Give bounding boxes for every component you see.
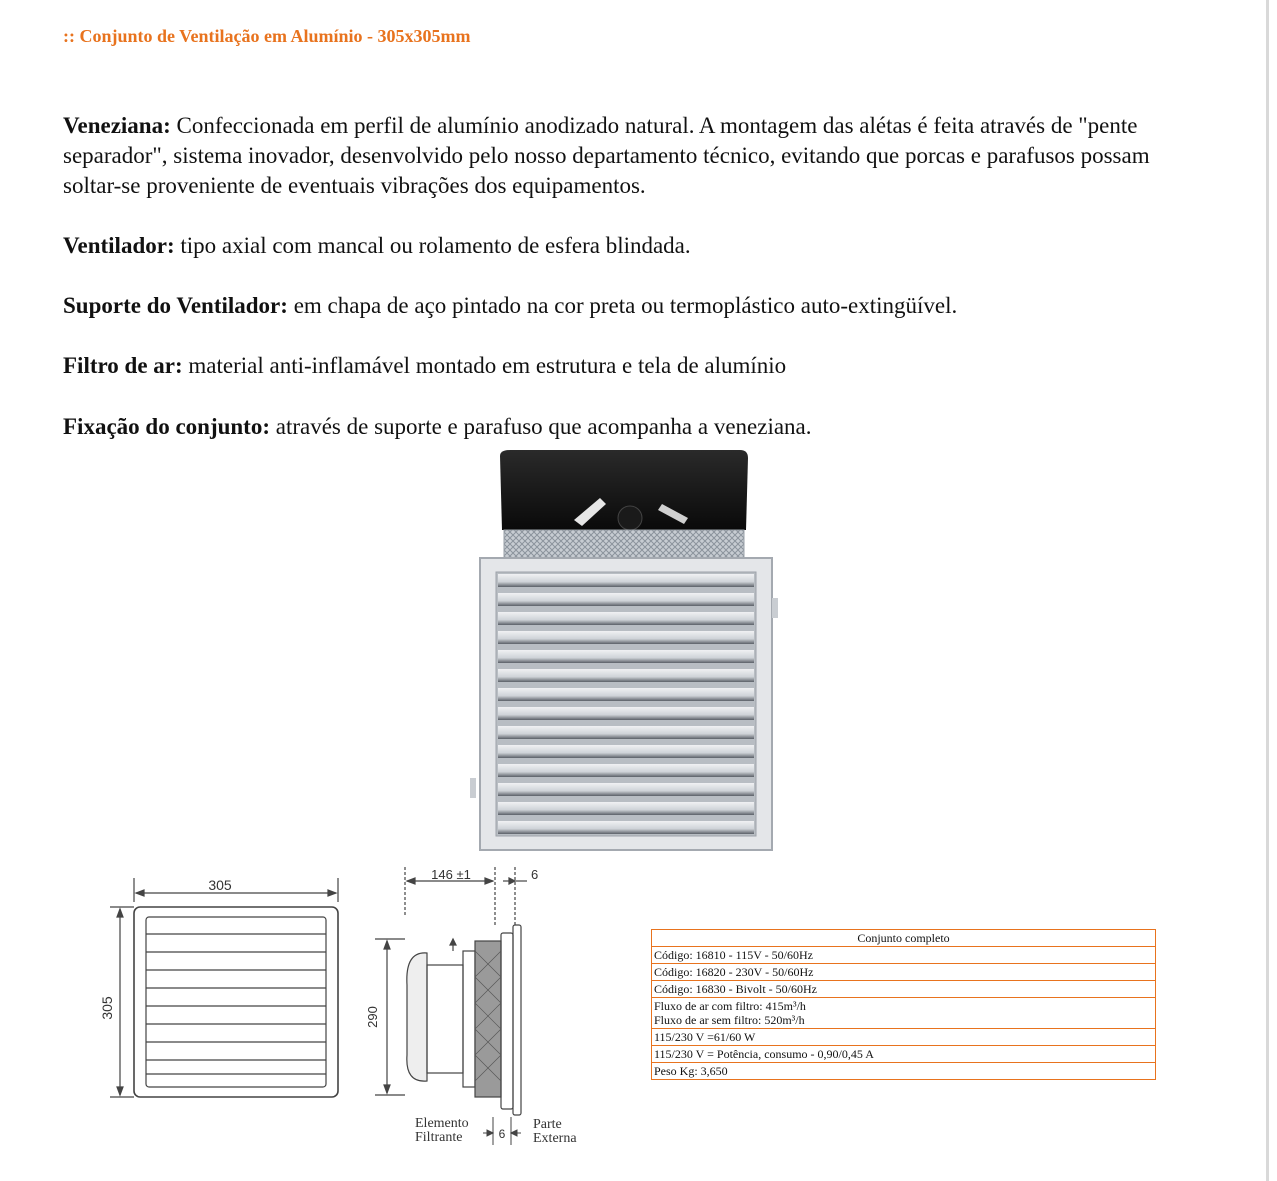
dimension-flange-label: 6: [531, 867, 539, 882]
table-row: [652, 947, 1156, 964]
table-row: [652, 1063, 1156, 1080]
table-row: [652, 981, 1156, 998]
dimension-height-label: 305: [99, 996, 115, 1020]
table-row: [652, 964, 1156, 981]
paragraph-label: Fixação do conjunto:: [63, 414, 270, 439]
table-header-row: [652, 930, 1156, 947]
table-cell: Código: 16820 - 230V - 50/60Hz: [652, 964, 1156, 981]
label-outside-line2: Externa: [533, 1131, 577, 1146]
paragraph-label: Filtro de ar:: [63, 353, 183, 378]
paragraph-text: Confeccionada em perfil de alumínio anodizado natural. A montagem das alétas é feita através de "pente separador", sistema inovador, desenvolvido pelo nosso departamento técnico, evitando que porcas e parafusos possam soltar-se proveniente de eventuais vibrações dos equipamentos.: [63, 113, 1150, 198]
table-cell: Código: 16810 - 115V - 50/60Hz: [652, 947, 1156, 964]
dimension-side-height-label: 290: [365, 1006, 380, 1028]
dimension-depth-label: 146 ±1: [431, 867, 471, 882]
table-cell: [652, 998, 1156, 1029]
table-row: [652, 998, 1156, 1029]
label-outside-line1: Parte: [533, 1117, 562, 1132]
paragraph-label: Ventilador:: [63, 233, 175, 258]
table-cell-line: Fluxo de ar com filtro: 415m³/h: [654, 999, 806, 1013]
paragraph-suporte: [63, 291, 1183, 321]
table-cell-line: Fluxo de ar sem filtro: 520m³/h: [654, 1013, 805, 1027]
page-edge-rule: [1266, 0, 1269, 1181]
paragraph-text: através de suporte e parafuso que acompanha a veneziana.: [270, 414, 812, 439]
table-cell: 115/230 V =61/60 W: [652, 1029, 1156, 1046]
front-dimension-drawing: [96, 860, 346, 1110]
dimension-bottom-gap-label: 6: [498, 1127, 506, 1141]
paragraph-text: tipo axial com mancal ou rolamento de esfera blindada.: [174, 233, 691, 258]
product-photo: [462, 448, 792, 856]
table-cell: 115/230 V = Potência, consumo - 0,90/0,45 A: [652, 1046, 1156, 1063]
side-dimension-drawing: [365, 855, 605, 1155]
paragraph-label: Suporte do Ventilador:: [63, 293, 288, 318]
label-filter-line1: Elemento: [415, 1116, 469, 1131]
paragraph-text: material anti-inflamável montado em estrutura e tela de alumínio: [182, 353, 787, 378]
dimension-width-label: 305: [208, 877, 232, 893]
paragraph-fixacao: [63, 412, 1183, 442]
table-row: [652, 1046, 1156, 1063]
paragraph-label: Veneziana:: [63, 113, 171, 138]
table-header: Conjunto completo: [652, 930, 1156, 947]
label-filter-line2: Filtrante: [415, 1130, 463, 1145]
paragraph-filtro: [63, 351, 1183, 381]
paragraph-text: em chapa de aço pintado na cor preta ou termoplástico auto-extingüível.: [287, 293, 958, 318]
paragraph-veneziana: [63, 111, 1183, 201]
table-row: [652, 1029, 1156, 1046]
table-cell: Peso Kg: 3,650: [652, 1063, 1156, 1080]
page-title: :: Conjunto de Ventilação em Alumínio - 305x305mm: [63, 26, 471, 46]
paragraph-ventilador: [63, 231, 1183, 261]
spec-table: [651, 929, 1156, 1080]
table-cell: Código: 16830 - Bivolt - 50/60Hz: [652, 981, 1156, 998]
